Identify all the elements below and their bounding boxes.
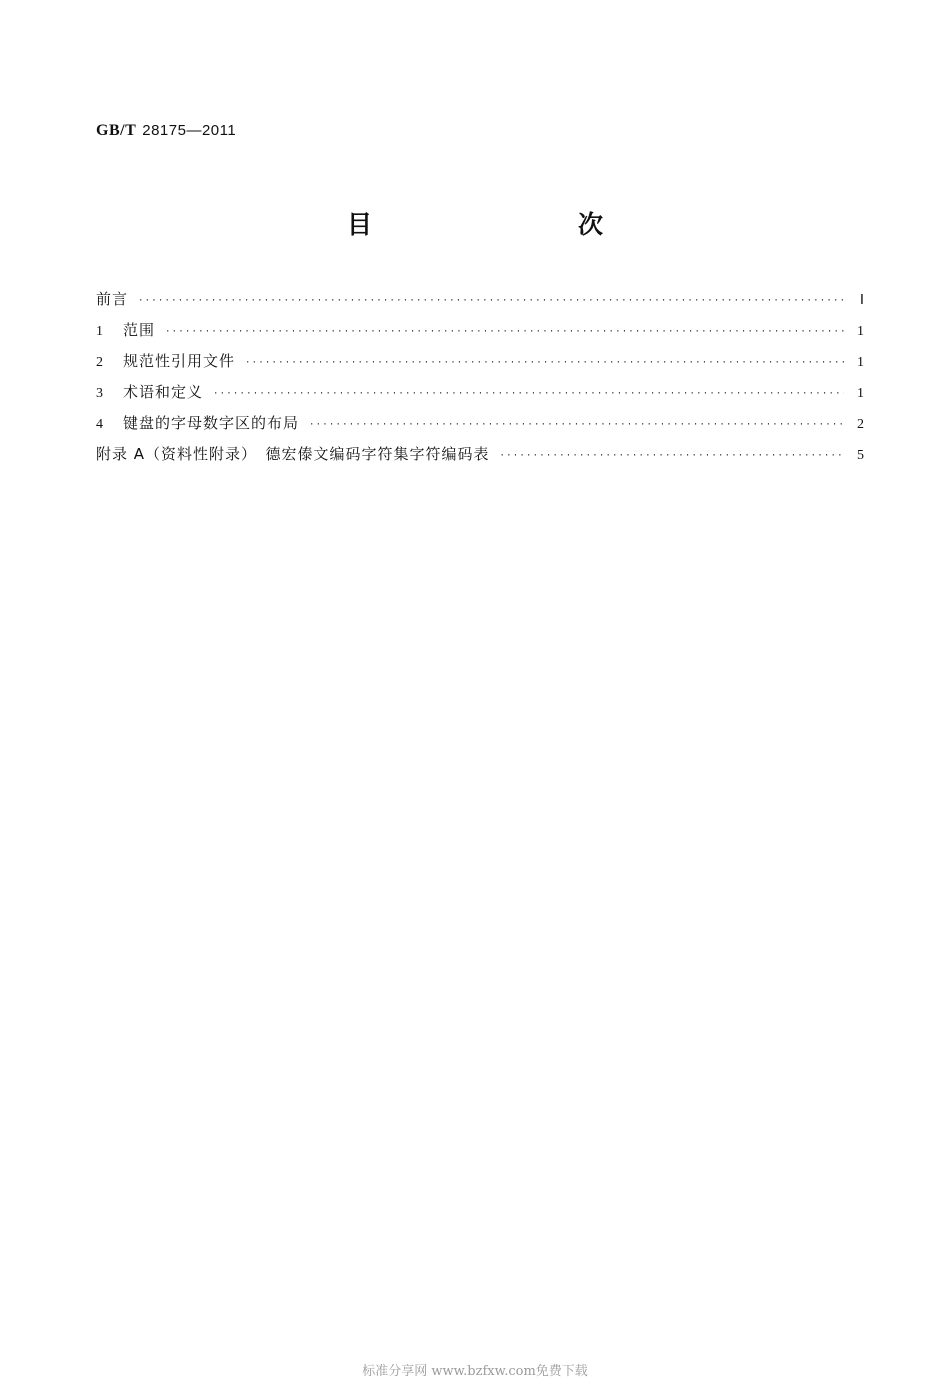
- toc-leader-dots: [213, 382, 844, 406]
- toc-leader-dots: [138, 289, 844, 313]
- toc-entry-annex-a[interactable]: [96, 442, 864, 473]
- toc-entry-number: 3: [96, 386, 103, 401]
- toc-leader-dots: [165, 320, 844, 344]
- standard-code: GB/T: [96, 122, 137, 139]
- toc-title: 目 次: [346, 210, 655, 239]
- toc-entry-keyboard-layout[interactable]: [96, 411, 864, 442]
- toc-entry-page: 1: [857, 324, 864, 339]
- toc-entry-page: 2: [857, 417, 864, 432]
- toc-entry-page: 5: [857, 448, 864, 463]
- toc-leader-dots: [245, 351, 844, 375]
- toc-entry-label: 术语和定义: [123, 383, 204, 401]
- toc-entry-label: 规范性引用文件: [123, 352, 236, 370]
- watermark: 标准分享网 www.bzfxw.com免费下载: [362, 1364, 588, 1379]
- standard-number: 28175—2011: [142, 122, 237, 139]
- toc-entry-page: 1: [857, 386, 864, 401]
- toc-entry-number: 1: [96, 324, 103, 339]
- toc-entry-foreword[interactable]: [96, 287, 864, 318]
- toc-entry-page: Ⅰ: [859, 293, 864, 308]
- toc-entry-label: 范围: [123, 321, 156, 339]
- toc-entry-number: 4: [96, 417, 103, 432]
- toc-entry-normative-references[interactable]: [96, 349, 864, 380]
- toc-leader-dots: [309, 413, 844, 437]
- toc-entry-scope[interactable]: [96, 318, 864, 349]
- toc-entry-page: 1: [857, 355, 864, 370]
- standard-header: [96, 121, 236, 140]
- toc-entry-label: 键盘的字母数字区的布局: [123, 414, 300, 432]
- table-of-contents: [96, 287, 864, 473]
- toc-entry-label: 附录 A（资料性附录） 德宏傣文编码字符集字符编码表: [96, 445, 490, 463]
- toc-entry-terms-definitions[interactable]: [96, 380, 864, 411]
- toc-leader-dots: [500, 444, 844, 468]
- toc-entry-label: 前言: [96, 290, 129, 308]
- toc-entry-number: 2: [96, 355, 103, 370]
